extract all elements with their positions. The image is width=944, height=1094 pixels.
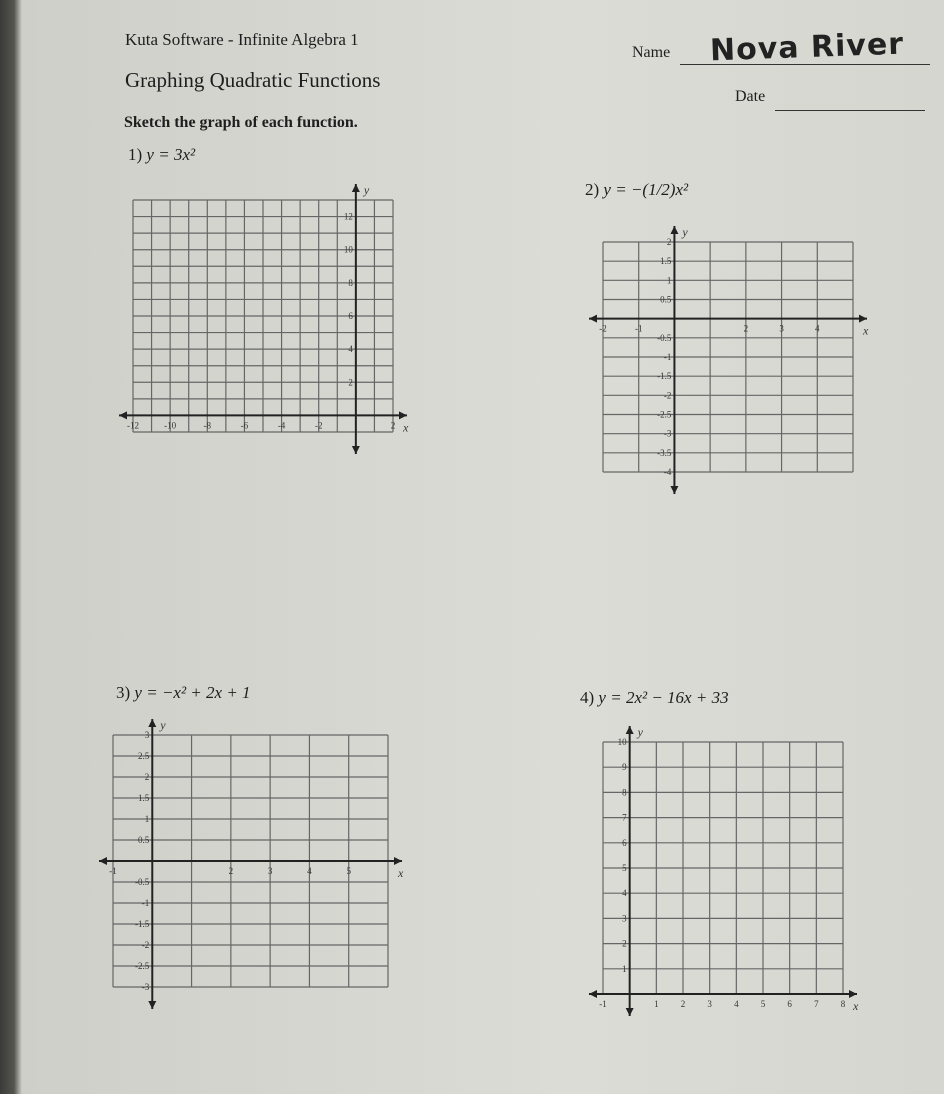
- y-tick-label: -2.5: [657, 409, 672, 420]
- x-axis-label: x: [403, 420, 409, 435]
- x-tick-label: -12: [127, 420, 139, 431]
- y-axis-label: y: [637, 725, 643, 739]
- date-field[interactable]: [775, 90, 925, 111]
- y-tick-label: -3.5: [657, 447, 672, 458]
- x-tick-label: -1: [599, 999, 607, 1009]
- x-tick-label: 4: [815, 323, 820, 334]
- problem-equation: y = 3x²: [146, 145, 196, 164]
- x-tick-label: 5: [346, 866, 351, 876]
- y-tick-label: -1.5: [657, 371, 672, 382]
- y-tick-label: -0.5: [657, 332, 672, 343]
- worksheet-title: Graphing Quadratic Functions: [125, 68, 381, 92]
- y-tick-label: -3: [141, 982, 150, 992]
- y-tick-label: 3: [144, 730, 150, 740]
- y-tick-label: 7: [622, 812, 627, 823]
- y-tick-label: 4: [622, 888, 627, 899]
- y-tick-label: 9: [622, 762, 627, 773]
- x-tick-label: -2: [599, 323, 607, 334]
- problem-number: 2): [585, 180, 600, 199]
- y-tick-label: 2: [666, 237, 672, 247]
- x-axis-label: x: [398, 866, 404, 880]
- y-tick-label: 2: [622, 938, 627, 949]
- y-axis-label: y: [682, 225, 688, 239]
- problem-1: [128, 145, 195, 165]
- x-tick-label: 8: [840, 999, 846, 1009]
- problem-equation: y = −x² + 2x + 1: [134, 683, 251, 702]
- x-tick-label: 1: [654, 999, 659, 1009]
- y-tick-label: 5: [622, 863, 627, 873]
- x-tick-label: 5: [760, 999, 766, 1009]
- y-tick-label: 2: [144, 772, 150, 782]
- y-tick-label: 1: [144, 814, 150, 824]
- y-tick-label: 2.5: [138, 751, 150, 761]
- y-tick-label: -2: [663, 390, 672, 401]
- y-tick-label: 4: [348, 344, 353, 355]
- x-tick-label: 3: [267, 866, 273, 876]
- y-tick-label: -1: [663, 352, 672, 362]
- y-axis-label: y: [363, 183, 370, 197]
- date-label: Date: [735, 88, 766, 105]
- problem-4: [580, 688, 729, 708]
- x-tick-label: -2: [314, 420, 323, 431]
- x-tick-label: -8: [203, 420, 212, 431]
- name-label: Name: [632, 44, 671, 61]
- x-tick-label: -1: [634, 323, 643, 334]
- y-tick-label: -4: [663, 467, 672, 477]
- y-tick-label: -1: [141, 898, 150, 908]
- problem-equation: y = 2x² − 16x + 33: [598, 688, 729, 707]
- y-tick-label: 12: [343, 211, 353, 222]
- name-handwriting: Nova River: [709, 26, 905, 69]
- y-tick-label: 8: [622, 787, 627, 798]
- y-tick-label: 1.5: [138, 793, 150, 803]
- problem-3: [116, 683, 251, 703]
- graph-grid-1[interactable]: [115, 180, 415, 460]
- x-tick-label: -1: [109, 866, 117, 876]
- x-tick-label: 6: [787, 999, 792, 1009]
- y-tick-label: -3: [663, 428, 672, 439]
- y-tick-label: 8: [348, 277, 353, 288]
- y-tick-label: 6: [348, 311, 353, 321]
- x-tick-label: -6: [240, 420, 249, 431]
- y-tick-label: 6: [622, 837, 627, 848]
- x-tick-label: -10: [164, 420, 177, 431]
- graph-grid-3[interactable]: [95, 715, 410, 1015]
- y-tick-label: -1.5: [135, 919, 150, 929]
- x-tick-label: 2: [743, 323, 749, 334]
- graph-grid-4[interactable]: [585, 722, 865, 1022]
- y-tick-label: 1: [666, 275, 672, 286]
- y-tick-label: 1: [622, 963, 627, 974]
- graph-grid-2[interactable]: [585, 222, 875, 500]
- x-tick-label: 7: [814, 999, 819, 1009]
- x-axis-label: x: [853, 999, 859, 1013]
- x-axis-label: x: [863, 323, 869, 338]
- axis-arrow-icon: [589, 226, 867, 494]
- problem-number: 3): [116, 683, 131, 702]
- problem-number: 4): [580, 688, 595, 707]
- problem-2: [585, 180, 688, 200]
- y-axis-label: y: [160, 718, 166, 732]
- y-tick-label: -2.5: [135, 961, 150, 971]
- problem-number: 1): [128, 145, 143, 164]
- y-tick-label: 0.5: [138, 835, 150, 845]
- y-tick-label: -0.5: [135, 877, 150, 887]
- instructions: Sketch the graph of each function.: [124, 114, 358, 131]
- x-tick-label: 2: [228, 866, 234, 876]
- y-tick-label: 1.5: [660, 256, 672, 267]
- software-label: Kuta Software - Infinite Algebra 1: [125, 30, 359, 49]
- name-field[interactable]: [680, 26, 930, 69]
- y-tick-label: 2: [348, 377, 353, 388]
- x-tick-label: 3: [707, 999, 712, 1009]
- y-tick-label: 10: [343, 244, 353, 255]
- x-tick-label: 4: [307, 866, 312, 876]
- x-tick-label: -4: [277, 420, 286, 431]
- x-tick-label: 2: [390, 420, 396, 431]
- x-tick-label: 4: [734, 999, 739, 1009]
- problem-equation: y = −(1/2)x²: [603, 180, 689, 199]
- x-tick-label: 3: [779, 323, 784, 334]
- y-tick-label: 10: [617, 737, 627, 747]
- y-tick-label: 0.5: [660, 294, 672, 305]
- x-tick-label: 2: [680, 999, 686, 1009]
- y-tick-label: 3: [622, 913, 627, 924]
- y-tick-label: -2: [141, 940, 150, 950]
